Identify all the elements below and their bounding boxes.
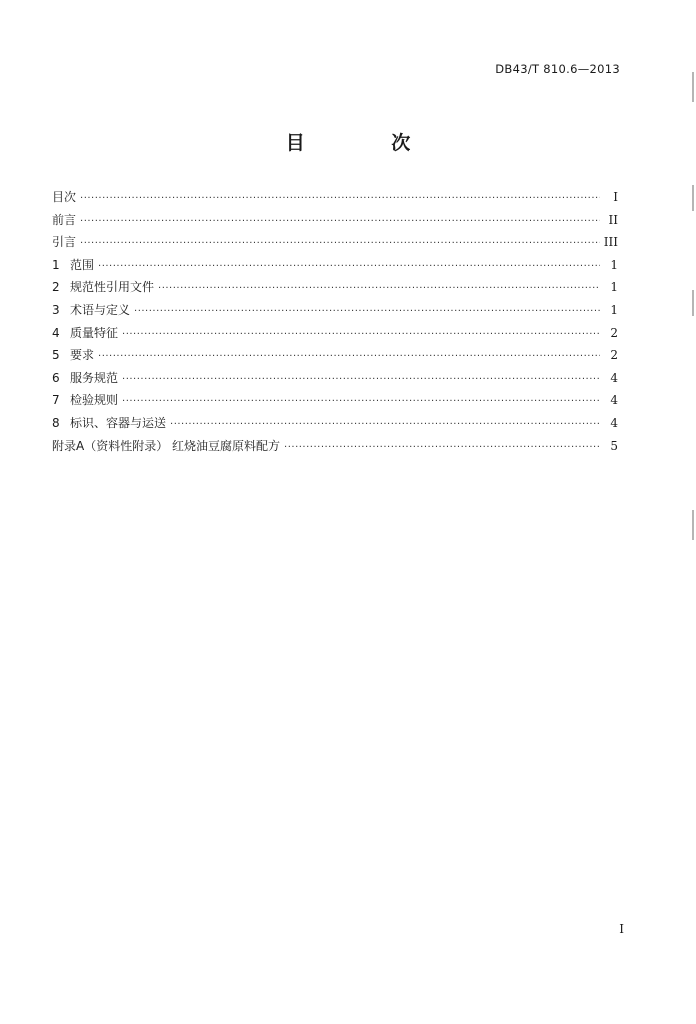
toc-entry-page: 2 (610, 348, 618, 363)
toc-entry-page: 4 (610, 415, 618, 430)
toc-entry-label (52, 369, 118, 386)
toc-entry-text: 范围 (70, 257, 95, 272)
toc-entry-text: 术语与定义 (70, 302, 131, 317)
toc-entry-text: 规范性引用文件 (70, 280, 155, 295)
toc-entry-label (52, 391, 118, 408)
toc-entry-number: 6 (52, 370, 60, 385)
toc-entry-page: 4 (610, 370, 618, 385)
toc-entry-text: 要求 (70, 348, 95, 363)
toc-entry-number: 3 (52, 302, 60, 317)
toc-leader-dots (80, 216, 600, 227)
toc-entry-label (52, 256, 94, 273)
toc-leader-dots (284, 442, 600, 453)
toc-entry-normative-references[interactable] (52, 278, 618, 301)
toc-entry-number: 8 (52, 415, 60, 430)
toc-leader-dots (122, 374, 600, 385)
page-title: 目 次 (285, 132, 451, 154)
toc-entry-label: 前言 (52, 212, 77, 227)
toc-entry-quality-characteristics[interactable] (52, 324, 618, 347)
toc-entry-text: 质量特征 (70, 325, 119, 340)
toc-entry-number: 2 (52, 280, 60, 295)
scan-edge-mark (692, 72, 694, 102)
toc-entry-text: 服务规范 (70, 370, 119, 385)
toc-leader-dots (122, 396, 600, 407)
toc-entry-appendix-a[interactable] (52, 437, 618, 460)
toc-entry-label: 附录A（资料性附录） 红烧油豆腐原料配方 (52, 438, 281, 453)
toc-leader-dots (98, 351, 600, 362)
toc-entry-scope[interactable] (52, 256, 618, 279)
scan-edge-mark (692, 185, 694, 211)
toc-leader-dots (98, 261, 600, 272)
toc-entry-requirements[interactable] (52, 346, 618, 369)
page-number: I (619, 922, 624, 936)
toc-entry-page: 5 (610, 438, 618, 453)
table-of-contents (52, 188, 618, 459)
toc-entry-contents[interactable] (52, 188, 618, 211)
toc-entry-marking-container-transport[interactable] (52, 414, 618, 437)
toc-entry-number: 1 (52, 257, 60, 272)
toc-entry-terms-definitions[interactable] (52, 301, 618, 324)
toc-entry-introduction[interactable] (52, 233, 618, 256)
toc-entry-page: 1 (610, 280, 618, 295)
toc-entry-page: 2 (610, 325, 618, 340)
toc-leader-dots (158, 283, 600, 294)
document-code: DB43/T 810.6—2013 (495, 62, 620, 76)
toc-entry-page: 4 (610, 393, 618, 408)
toc-entry-label: 目次 (52, 190, 77, 204)
toc-entry-foreword[interactable] (52, 211, 618, 234)
toc-leader-dots (80, 193, 600, 204)
toc-leader-dots (134, 306, 600, 317)
toc-entry-label (52, 301, 130, 318)
scan-edge-mark (692, 510, 694, 540)
toc-entry-text: 检验规则 (70, 393, 119, 408)
toc-entry-page: 1 (610, 257, 618, 272)
toc-leader-dots (122, 329, 600, 340)
toc-entry-label (52, 324, 118, 341)
toc-entry-service-specification[interactable] (52, 369, 618, 392)
toc-entry-page: II (608, 212, 618, 227)
toc-entry-label: 引言 (52, 235, 77, 250)
toc-entry-page: 1 (610, 302, 618, 317)
toc-entry-text: 标识、容器与运送 (70, 415, 167, 430)
toc-entry-number: 5 (52, 348, 60, 363)
toc-entry-label (52, 414, 166, 431)
toc-entry-page: III (603, 235, 618, 250)
toc-entry-label (52, 346, 94, 363)
toc-entry-inspection-rules[interactable] (52, 391, 618, 414)
toc-entry-page: I (613, 190, 618, 204)
toc-entry-label (52, 278, 154, 295)
toc-leader-dots (80, 238, 600, 249)
toc-entry-number: 7 (52, 393, 60, 408)
scan-edge-mark (692, 290, 694, 316)
toc-leader-dots (170, 419, 600, 430)
toc-entry-number: 4 (52, 325, 60, 340)
